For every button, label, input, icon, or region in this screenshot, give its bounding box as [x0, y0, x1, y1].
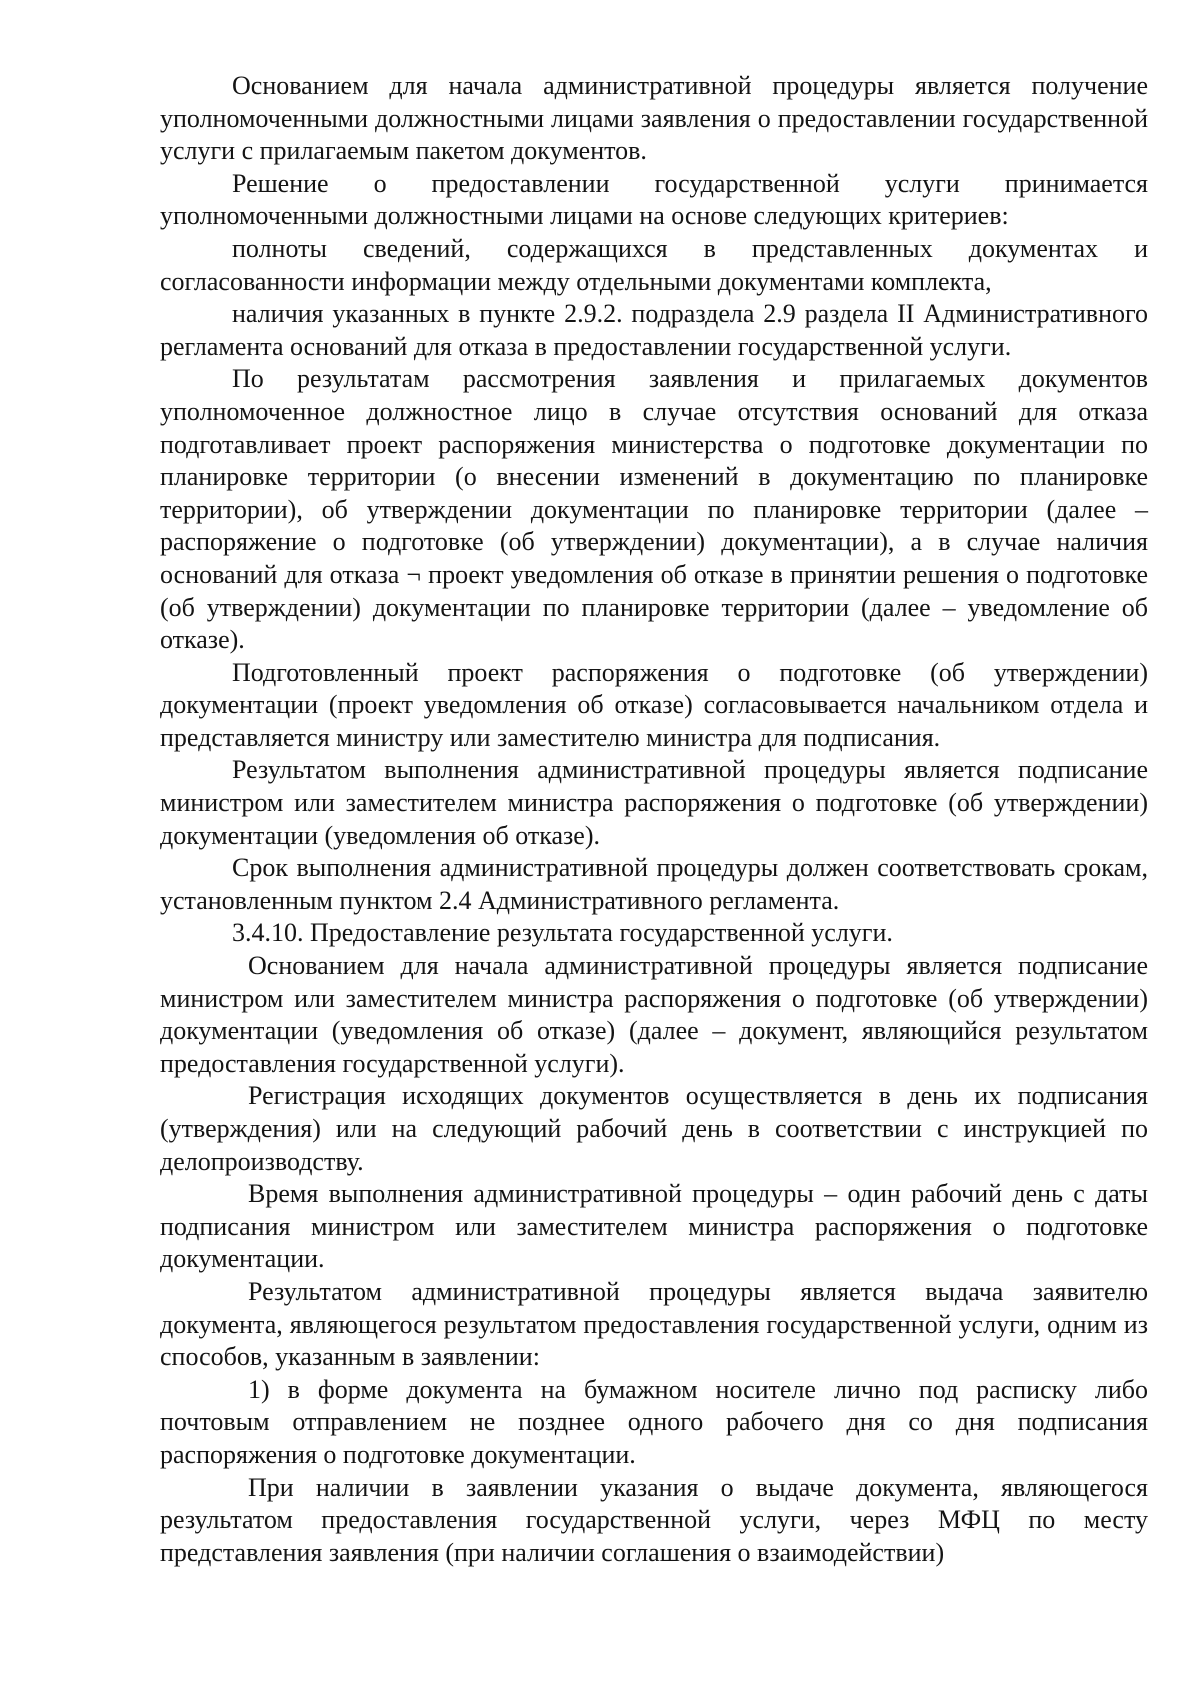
section-heading-3-4-10: 3.4.10. Предоставление результата государственной услуги. — [232, 918, 893, 948]
list-item-paper-form: 1) в форме документа на бумажном носителе лично под расписку либо почтовым отправлением не позднее одного рабочего дня со дня подписания распоряжения о подготовке документации. — [160, 1374, 1148, 1469]
paragraph-procedure-result: Результатом выполнения административной процедуры является подписание министром или заместителем министра распоряжения о подготовке (об утверждении) документации (уведомления об отказе). — [160, 755, 1148, 850]
paragraph-decision-criteria: Решение о предоставлении государственной услуги принимается уполномоченными должностными лицами на основе следующих критериев: — [160, 168, 1148, 231]
paragraph-draft-approval: Подготовленный проект распоряжения о подготовке (об утверждении) документации (проект уведомления об отказе) согласовывается начальником отдела и представляется министру или заместителю министра для подписания. — [160, 657, 1148, 752]
document-page — [160, 70, 1148, 1569]
paragraph-basis-signing: Основанием для начала административной процедуры является подписание министром или заместителем министра распоряжения о подготовке (об утверждении) документации (уведомления об отказе) (далее – документ, являющийся результатом предоставления государственной услуги). — [160, 951, 1148, 1078]
paragraph-procedure-term: Срок выполнения административной процедуры должен соответствовать срокам, установленным пунктом 2.4 Административного регламента. — [160, 853, 1148, 915]
paragraph-basis-receipt: Основанием для начала административной процедуры является получение уполномоченными должностными лицами заявления о предоставлении государственной услуги с прилагаемым пакетом документов. — [160, 71, 1148, 166]
paragraph-execution-time: Время выполнения административной процедуры – один рабочий день с даты подписания министром или заместителем министра распоряжения о подготовке документации. — [160, 1179, 1148, 1274]
paragraph-criterion-grounds: наличия указанных в пункте 2.9.2. подраздела 2.9 раздела II Административного регламента оснований для отказа в предоставлении государственной услуги. — [160, 299, 1148, 361]
paragraph-mfc-issuance: При наличии в заявлении указания о выдаче документа, являющегося результатом предоставления государственной услуги, через МФЦ по месту представления заявления (при наличии соглашения о взаимодействии) — [160, 1472, 1148, 1567]
paragraph-registration: Регистрация исходящих документов осуществляется в день их подписания (утверждения) или на следующий рабочий день в соответствии с инструкцией по делопроизводству. — [160, 1081, 1148, 1176]
paragraph-review-results: По результатам рассмотрения заявления и прилагаемых документов уполномоченное должностное лицо в случае отсутствия оснований для отказа подготавливает проект распоряжения министерства о подготовке документации по планировке территории (о внесении изменений в документацию по планировке территории), об утверждении документации по планировке территории (далее – распоряжение о подготовке (об утверждении) документации), а в случае наличия оснований для отказа ¬ проект уведомления об отказе в принятии решения о подготовке (об утверждении) документации по планировке территории (далее – уведомление об отказе). — [160, 364, 1148, 655]
paragraph-issuance-result: Результатом административной процедуры является выдача заявителю документа, являющегося результатом предоставления государственной услуги, одним из способов, указанным в заявлении: — [160, 1276, 1148, 1372]
paragraph-criterion-completeness: полноты сведений, содержащихся в представленных документах и согласованности информации между отдельными документами комплекта, — [160, 233, 1148, 296]
